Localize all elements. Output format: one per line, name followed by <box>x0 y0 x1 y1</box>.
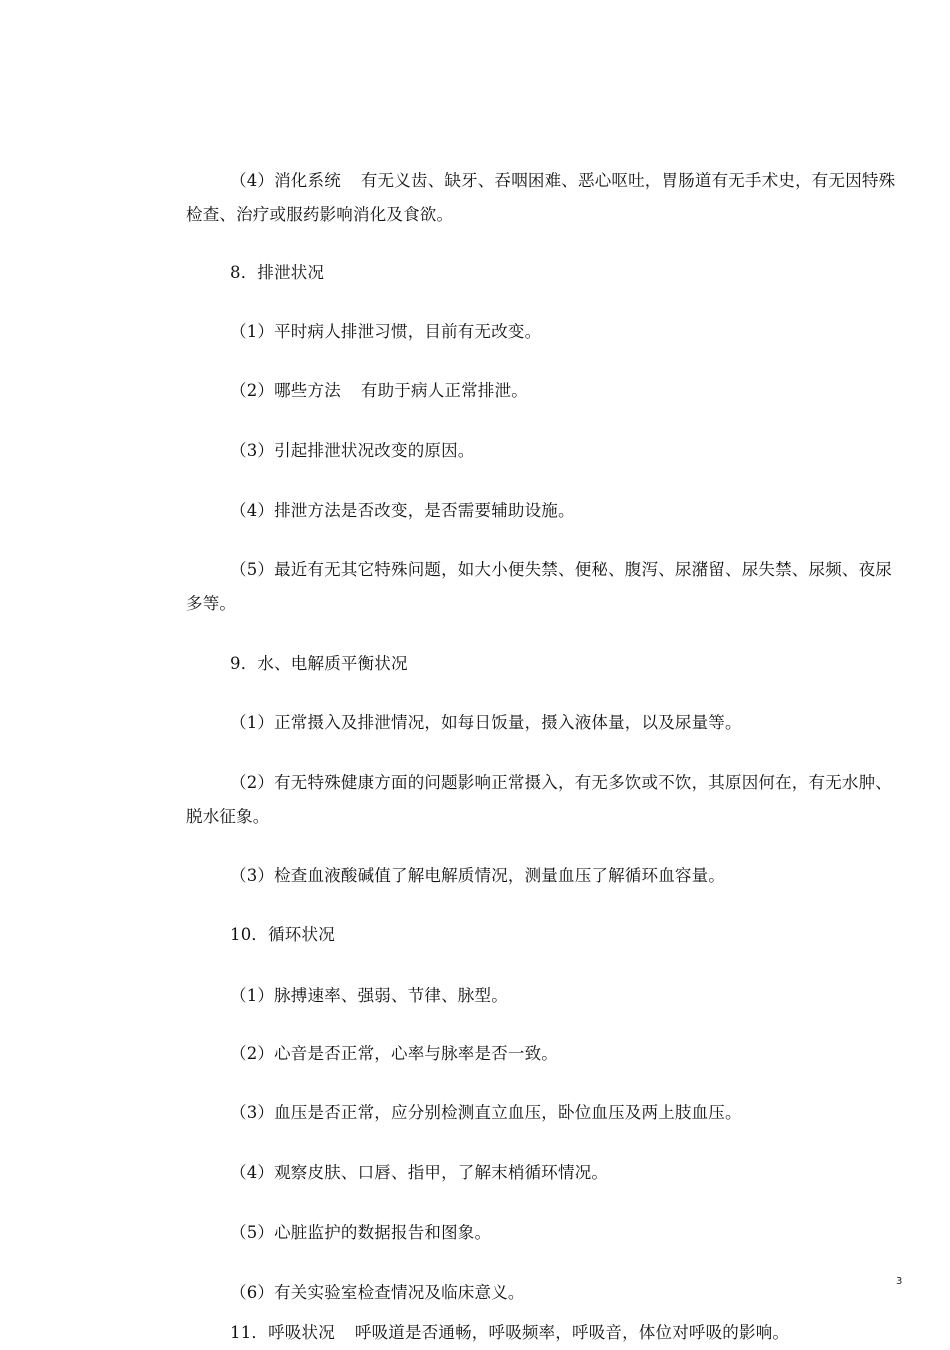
paragraph-9-3: （3）检查血液酸碱值了解电解质情况，测量血压了解循环血容量。 <box>230 866 725 885</box>
section-11-heading: 11．呼吸状况 <box>230 1323 335 1342</box>
paragraph-10-4: （4）观察皮肤、口唇、指甲，了解末梢循环情况。 <box>230 1163 609 1182</box>
digestive-heading: （4）消化系统 <box>230 171 341 190</box>
paragraph-10-2: （2）心音是否正常，心率与脉率是否一致。 <box>230 1044 558 1063</box>
paragraph-10-5: （5）心脏监护的数据报告和图象。 <box>230 1223 492 1242</box>
paragraph-8-1: （1）平时病人排泄习惯，目前有无改变。 <box>230 322 542 341</box>
page-number: 3 <box>896 1276 903 1287</box>
paragraph-8-5: （5）最近有无其它特殊问题，如大小便失禁、便秘、腹泻、尿潴留、尿失禁、尿频、夜尿多等。 <box>186 560 892 613</box>
paragraph-9-1: （1）正常摄入及排泄情况，如每日饭量，摄入液体量，以及尿量等。 <box>230 713 742 732</box>
paragraph-8-2-b: 有助于病人正常排泄。 <box>360 381 528 400</box>
section-11-line <box>186 1316 906 1350</box>
paragraph-digestive-system <box>186 164 906 232</box>
section-11-body: 呼吸道是否通畅，呼吸频率，呼吸音，体位对呼吸的影响。 <box>354 1323 790 1342</box>
paragraph-10-1: （1）脉搏速率、强弱、节律、脉型。 <box>230 986 508 1005</box>
paragraph-8-2-a: （2）哪些方法 <box>230 381 341 400</box>
paragraph-10-3: （3）血压是否正常，应分别检测直立血压，卧位血压及两上肢血压。 <box>230 1103 742 1122</box>
section-10-heading: 10．循环状况 <box>230 925 335 944</box>
section-9-heading: 9．水、电解质平衡状况 <box>230 654 408 673</box>
paragraph-8-4: （4）排泄方法是否改变，是否需要辅助设施。 <box>230 501 575 520</box>
paragraph-8-3: （3）引起排泄状况改变的原因。 <box>230 441 475 460</box>
paragraph-10-6: （6）有关实验室检查情况及临床意义。 <box>230 1283 525 1302</box>
paragraph-8-2 <box>186 374 906 408</box>
digestive-body: 有无义齿、缺牙、吞咽困难、恶心呕吐，胃肠道有无手术史，有无因特殊检查、治疗或服药影响消化及食欲。 <box>186 171 896 224</box>
paragraph-9-2: （2）有无特殊健康方面的问题影响正常摄入，有无多饮或不饮，其原因何在，有无水肿、脱水征象。 <box>186 773 892 826</box>
section-8-heading: 8．排泄状况 <box>230 263 325 282</box>
